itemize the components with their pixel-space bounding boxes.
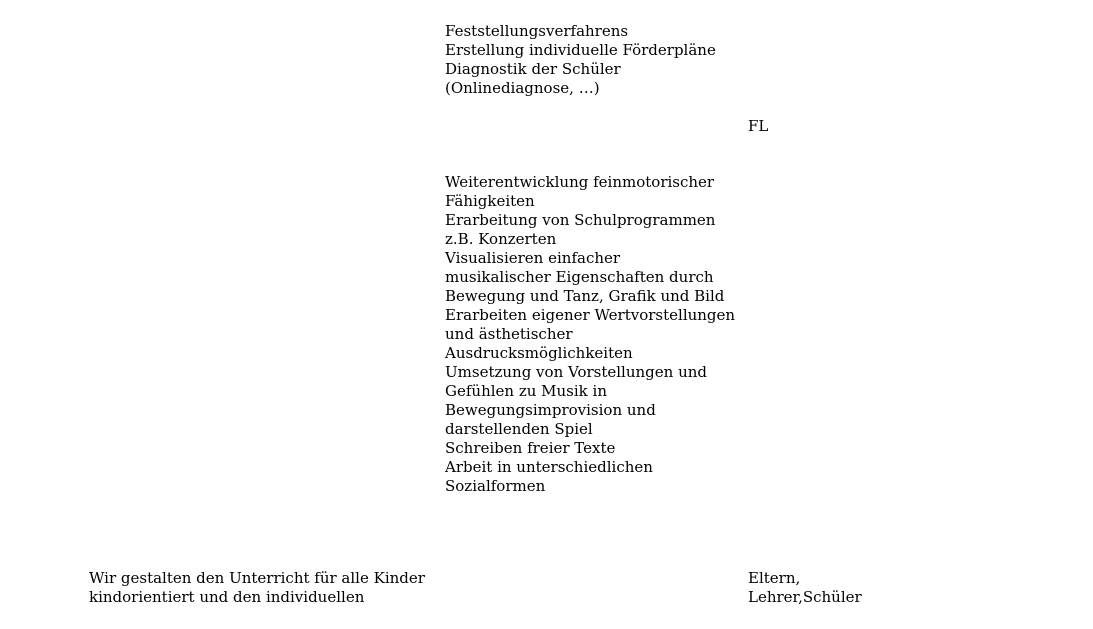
text-line: Erarbeitung von Schulprogrammen	[445, 211, 716, 229]
text-line: Erarbeiten eigener Wertvorstellungen	[445, 306, 736, 324]
text-line: darstellenden Spiel	[445, 420, 593, 438]
text-line: Schreiben freier Texte	[445, 439, 616, 457]
text-line: Weiterentwicklung feinmotorischer	[445, 173, 715, 191]
text-line: Eltern,	[748, 569, 801, 587]
text-line: Bewegungsimprovision und	[445, 401, 656, 419]
text-line: Fähigkeiten	[445, 192, 535, 210]
text-line: kindorientiert und den individuellen	[89, 588, 365, 606]
middle-text-block	[445, 173, 735, 496]
text-line: Bewegung und Tanz, Grafik und Bild	[445, 287, 725, 305]
text-line: Feststellungsverfahrens	[445, 22, 629, 40]
text-line: z.B. Konzerten	[445, 230, 557, 248]
text-line: Sozialformen	[445, 477, 546, 495]
text-line: Arbeit in unterschiedlichen	[445, 458, 653, 476]
fl-label: FL	[748, 117, 769, 135]
text-line: (Onlinediagnose, …)	[445, 79, 600, 97]
text-line: Umsetzung von Vorstellungen und	[445, 363, 708, 381]
text-line: Gefühlen zu Musik in	[445, 382, 607, 400]
text-line: Diagnostik der Schüler	[445, 60, 621, 78]
fl-label-block	[748, 117, 768, 136]
text-line: Erstellung individuelle Förderpläne	[445, 41, 716, 59]
text-line: und ästhetischer	[445, 325, 573, 343]
text-line: Visualisieren einfacher	[445, 249, 621, 267]
bottom-left-text-block	[89, 569, 425, 607]
text-line: Wir gestalten den Unterricht für alle Kinder	[89, 569, 425, 587]
text-line: musikalischer Eigenschaften durch	[445, 268, 714, 286]
text-line: Lehrer,Schüler	[748, 588, 862, 606]
bottom-right-text-block	[748, 569, 862, 607]
top-text-block	[445, 22, 716, 98]
text-line: Ausdrucksmöglichkeiten	[445, 344, 633, 362]
